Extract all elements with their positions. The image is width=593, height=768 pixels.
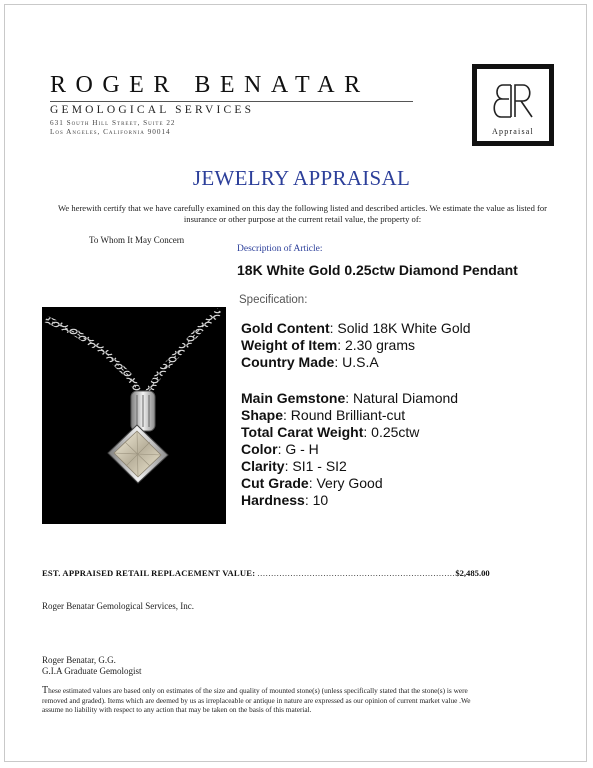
spec-row-shape: Shape: Round Brilliant-cut	[241, 407, 406, 423]
pendant-photo	[42, 307, 226, 524]
specs-metal-list	[241, 320, 471, 371]
appraised-value: $2,485.00	[455, 568, 490, 578]
specs-gemstone-list	[241, 390, 458, 509]
specification-label: Specification:	[239, 294, 308, 306]
signer-title: G.I.A Graduate Gemologist	[42, 666, 142, 676]
header-divider	[50, 101, 413, 102]
disclaimer-text: These estimated values are based only on estimates of the size and quality of mounted stone(s) (unless specifically stated that the stone(s) is were removed and graded). Items which are deemed by us as irreplaceable or antique in nature are expressed as our opinion of current market value .We assume no liability with respect to any action that may be taken on the basis of this material.	[42, 685, 471, 714]
spec-row-gold-content: Gold Content: Solid 18K White Gold	[241, 320, 471, 336]
company-address-line2: Los Angeles, California 90014	[50, 128, 171, 136]
company-name: ROGER BENATAR	[50, 72, 370, 98]
spec-row-color: Color: G - H	[241, 441, 319, 457]
document-title: JEWELRY APPRAISAL	[192, 166, 411, 190]
certification-text: We herewith certify that we have carefully examined on this day the following listed and described articles. We estimate the value as listed for insurance or other purpose at the current retail value, the property of:	[57, 203, 548, 224]
pendant-image-icon	[42, 307, 226, 524]
spec-row-clarity: Clarity: SI1 - SI2	[241, 458, 347, 474]
spec-row-hardness: Hardness: 10	[241, 492, 329, 508]
footer-company: Roger Benatar Gemological Services, Inc.	[42, 601, 194, 611]
spec-row-cut-grade: Cut Grade: Very Good	[241, 475, 383, 491]
appraisal-document	[4, 4, 587, 762]
appraisal-logo	[472, 64, 554, 146]
recipient: To Whom It May Concern	[89, 235, 185, 245]
company-subtitle: GEMOLOGICAL SERVICES	[50, 104, 255, 116]
company-address-line1: 631 South Hill Street, Suite 22	[50, 119, 176, 127]
leader-dots: ........................................................................	[257, 568, 456, 578]
br-monogram-icon	[477, 77, 549, 123]
spec-row-country: Country Made: U.S.A	[241, 354, 379, 370]
article-name: 18K White Gold 0.25ctw Diamond Pendant	[237, 262, 518, 278]
logo-caption: Appraisal	[492, 127, 534, 136]
spec-row-carat-weight: Total Carat Weight: 0.25ctw	[241, 424, 420, 440]
signer-name: Roger Benatar, G.G.	[42, 655, 116, 665]
spec-row-weight: Weight of Item: 2.30 grams	[241, 337, 416, 353]
spec-row-main-gemstone: Main Gemstone: Natural Diamond	[241, 390, 459, 406]
appraised-value-label: EST. APPRAISED RETAIL REPLACEMENT VALUE:	[42, 568, 256, 578]
appraised-value-line	[42, 568, 488, 578]
description-label: Description of Article:	[237, 244, 323, 254]
